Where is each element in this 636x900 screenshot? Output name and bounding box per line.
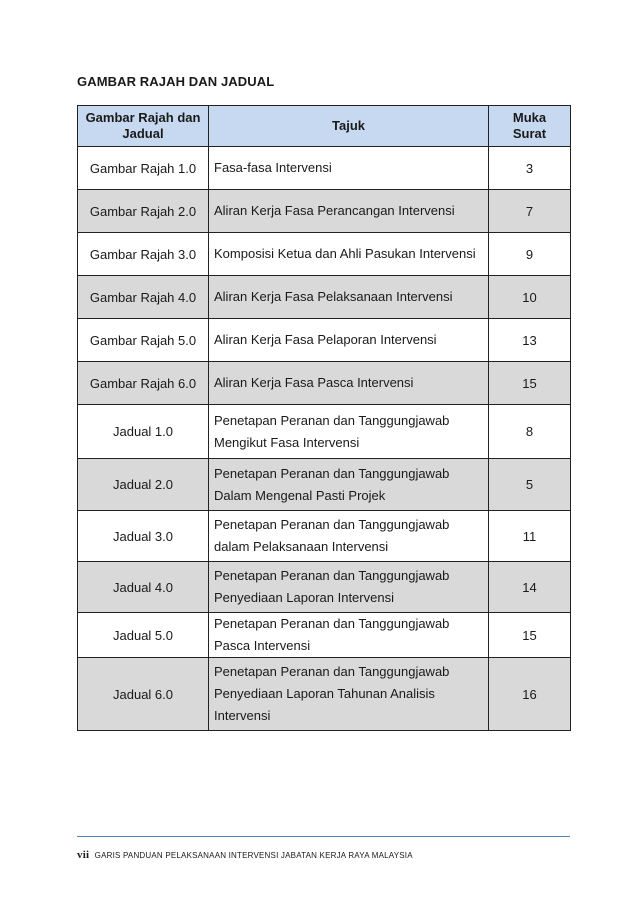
row-reference: Jadual 1.0 <box>78 405 209 459</box>
table-body <box>78 147 571 731</box>
row-reference: Gambar Rajah 4.0 <box>78 276 209 319</box>
figures-tables-index <box>77 105 571 731</box>
row-reference: Jadual 6.0 <box>78 658 209 731</box>
header-ref-line2: Jadual <box>122 126 164 141</box>
row-title <box>209 190 489 233</box>
header-page <box>489 106 571 147</box>
row-title <box>209 276 489 319</box>
row-reference: Jadual 2.0 <box>78 459 209 511</box>
row-title <box>209 613 489 658</box>
row-title <box>209 562 489 613</box>
row-page-number: 9 <box>489 233 571 276</box>
section-title: GAMBAR RAJAH DAN JADUAL <box>77 74 275 89</box>
row-title-line: Mengikut Fasa Intervensi <box>214 434 360 450</box>
row-title-line: Komposisi Ketua dan Ahli Pasukan Intervensi <box>214 246 476 261</box>
row-title-line: Penetapan Peranan dan Tanggungjawab <box>214 616 450 631</box>
row-page-number: 15 <box>489 613 571 658</box>
table-row <box>78 658 571 731</box>
header-page-line2: Surat <box>512 126 547 141</box>
row-title-line: Penyediaan Laporan Tahunan Analisis <box>214 686 435 701</box>
row-reference: Gambar Rajah 6.0 <box>78 362 209 405</box>
table-row <box>78 190 571 233</box>
row-title-line: Dalam Mengenal Pasti Projek <box>214 487 386 503</box>
row-title <box>209 147 489 190</box>
row-title-line: Intervensi <box>214 708 271 723</box>
row-reference: Gambar Rajah 2.0 <box>78 190 209 233</box>
table-row <box>78 405 571 459</box>
row-title <box>209 658 489 731</box>
row-title <box>209 362 489 405</box>
header-page-line1: Muka <box>512 110 547 125</box>
row-title-line: dalam Pelaksanaan Intervensi <box>214 539 389 554</box>
row-page-number: 8 <box>489 405 571 459</box>
row-reference: Gambar Rajah 3.0 <box>78 233 209 276</box>
row-page-number: 13 <box>489 319 571 362</box>
header-ref <box>78 106 209 147</box>
row-page-number: 15 <box>489 362 571 405</box>
row-title-line: Penetapan Peranan dan Tanggungjawab <box>214 517 450 532</box>
table-row <box>78 511 571 562</box>
row-title-line: Penyediaan Laporan Intervensi <box>214 590 394 605</box>
row-reference: Jadual 4.0 <box>78 562 209 613</box>
table-row <box>78 147 571 190</box>
row-page-number: 3 <box>489 147 571 190</box>
table-row <box>78 613 571 658</box>
table-row <box>78 459 571 511</box>
row-title-line: Aliran Kerja Fasa Pasca Intervensi <box>214 375 414 390</box>
table-row <box>78 233 571 276</box>
row-title <box>209 319 489 362</box>
row-page-number: 7 <box>489 190 571 233</box>
row-title-line: Pasca Intervensi <box>214 638 311 653</box>
row-reference: Jadual 3.0 <box>78 511 209 562</box>
row-title-line: Penetapan Peranan dan Tanggungjawab <box>214 465 450 481</box>
row-title <box>209 405 489 459</box>
footer-divider <box>77 836 570 837</box>
table-header-row <box>78 106 571 147</box>
row-title <box>209 511 489 562</box>
footer-text: GARIS PANDUAN PELAKSANAAN INTERVENSI JABATAN KERJA RAYA MALAYSIA <box>94 851 413 860</box>
row-title <box>209 233 489 276</box>
row-title-line: Aliran Kerja Fasa Pelaporan Intervensi <box>214 332 437 347</box>
header-title: Tajuk <box>209 106 489 147</box>
row-page-number: 16 <box>489 658 571 731</box>
row-reference: Gambar Rajah 5.0 <box>78 319 209 362</box>
row-title-line: Aliran Kerja Fasa Pelaksanaan Intervensi <box>214 289 453 304</box>
row-title-line: Fasa-fasa Intervensi <box>214 160 332 175</box>
table-row <box>78 562 571 613</box>
row-title <box>209 459 489 511</box>
row-title-line: Aliran Kerja Fasa Perancangan Intervensi <box>214 203 455 218</box>
table-row <box>78 276 571 319</box>
row-title-line: Penetapan Peranan dan Tanggungjawab <box>214 664 450 679</box>
table-row <box>78 362 571 405</box>
page-number: vii <box>77 849 90 861</box>
row-reference: Jadual 5.0 <box>78 613 209 658</box>
page-footer <box>77 849 413 861</box>
row-title-line: Penetapan Peranan dan Tanggungjawab <box>214 568 450 583</box>
table-row <box>78 319 571 362</box>
row-reference: Gambar Rajah 1.0 <box>78 147 209 190</box>
row-page-number: 10 <box>489 276 571 319</box>
row-page-number: 14 <box>489 562 571 613</box>
row-title-line: Penetapan Peranan dan Tanggungjawab <box>214 412 450 428</box>
row-page-number: 5 <box>489 459 571 511</box>
row-page-number: 11 <box>489 511 571 562</box>
header-ref-line1: Gambar Rajah dan <box>85 110 201 125</box>
